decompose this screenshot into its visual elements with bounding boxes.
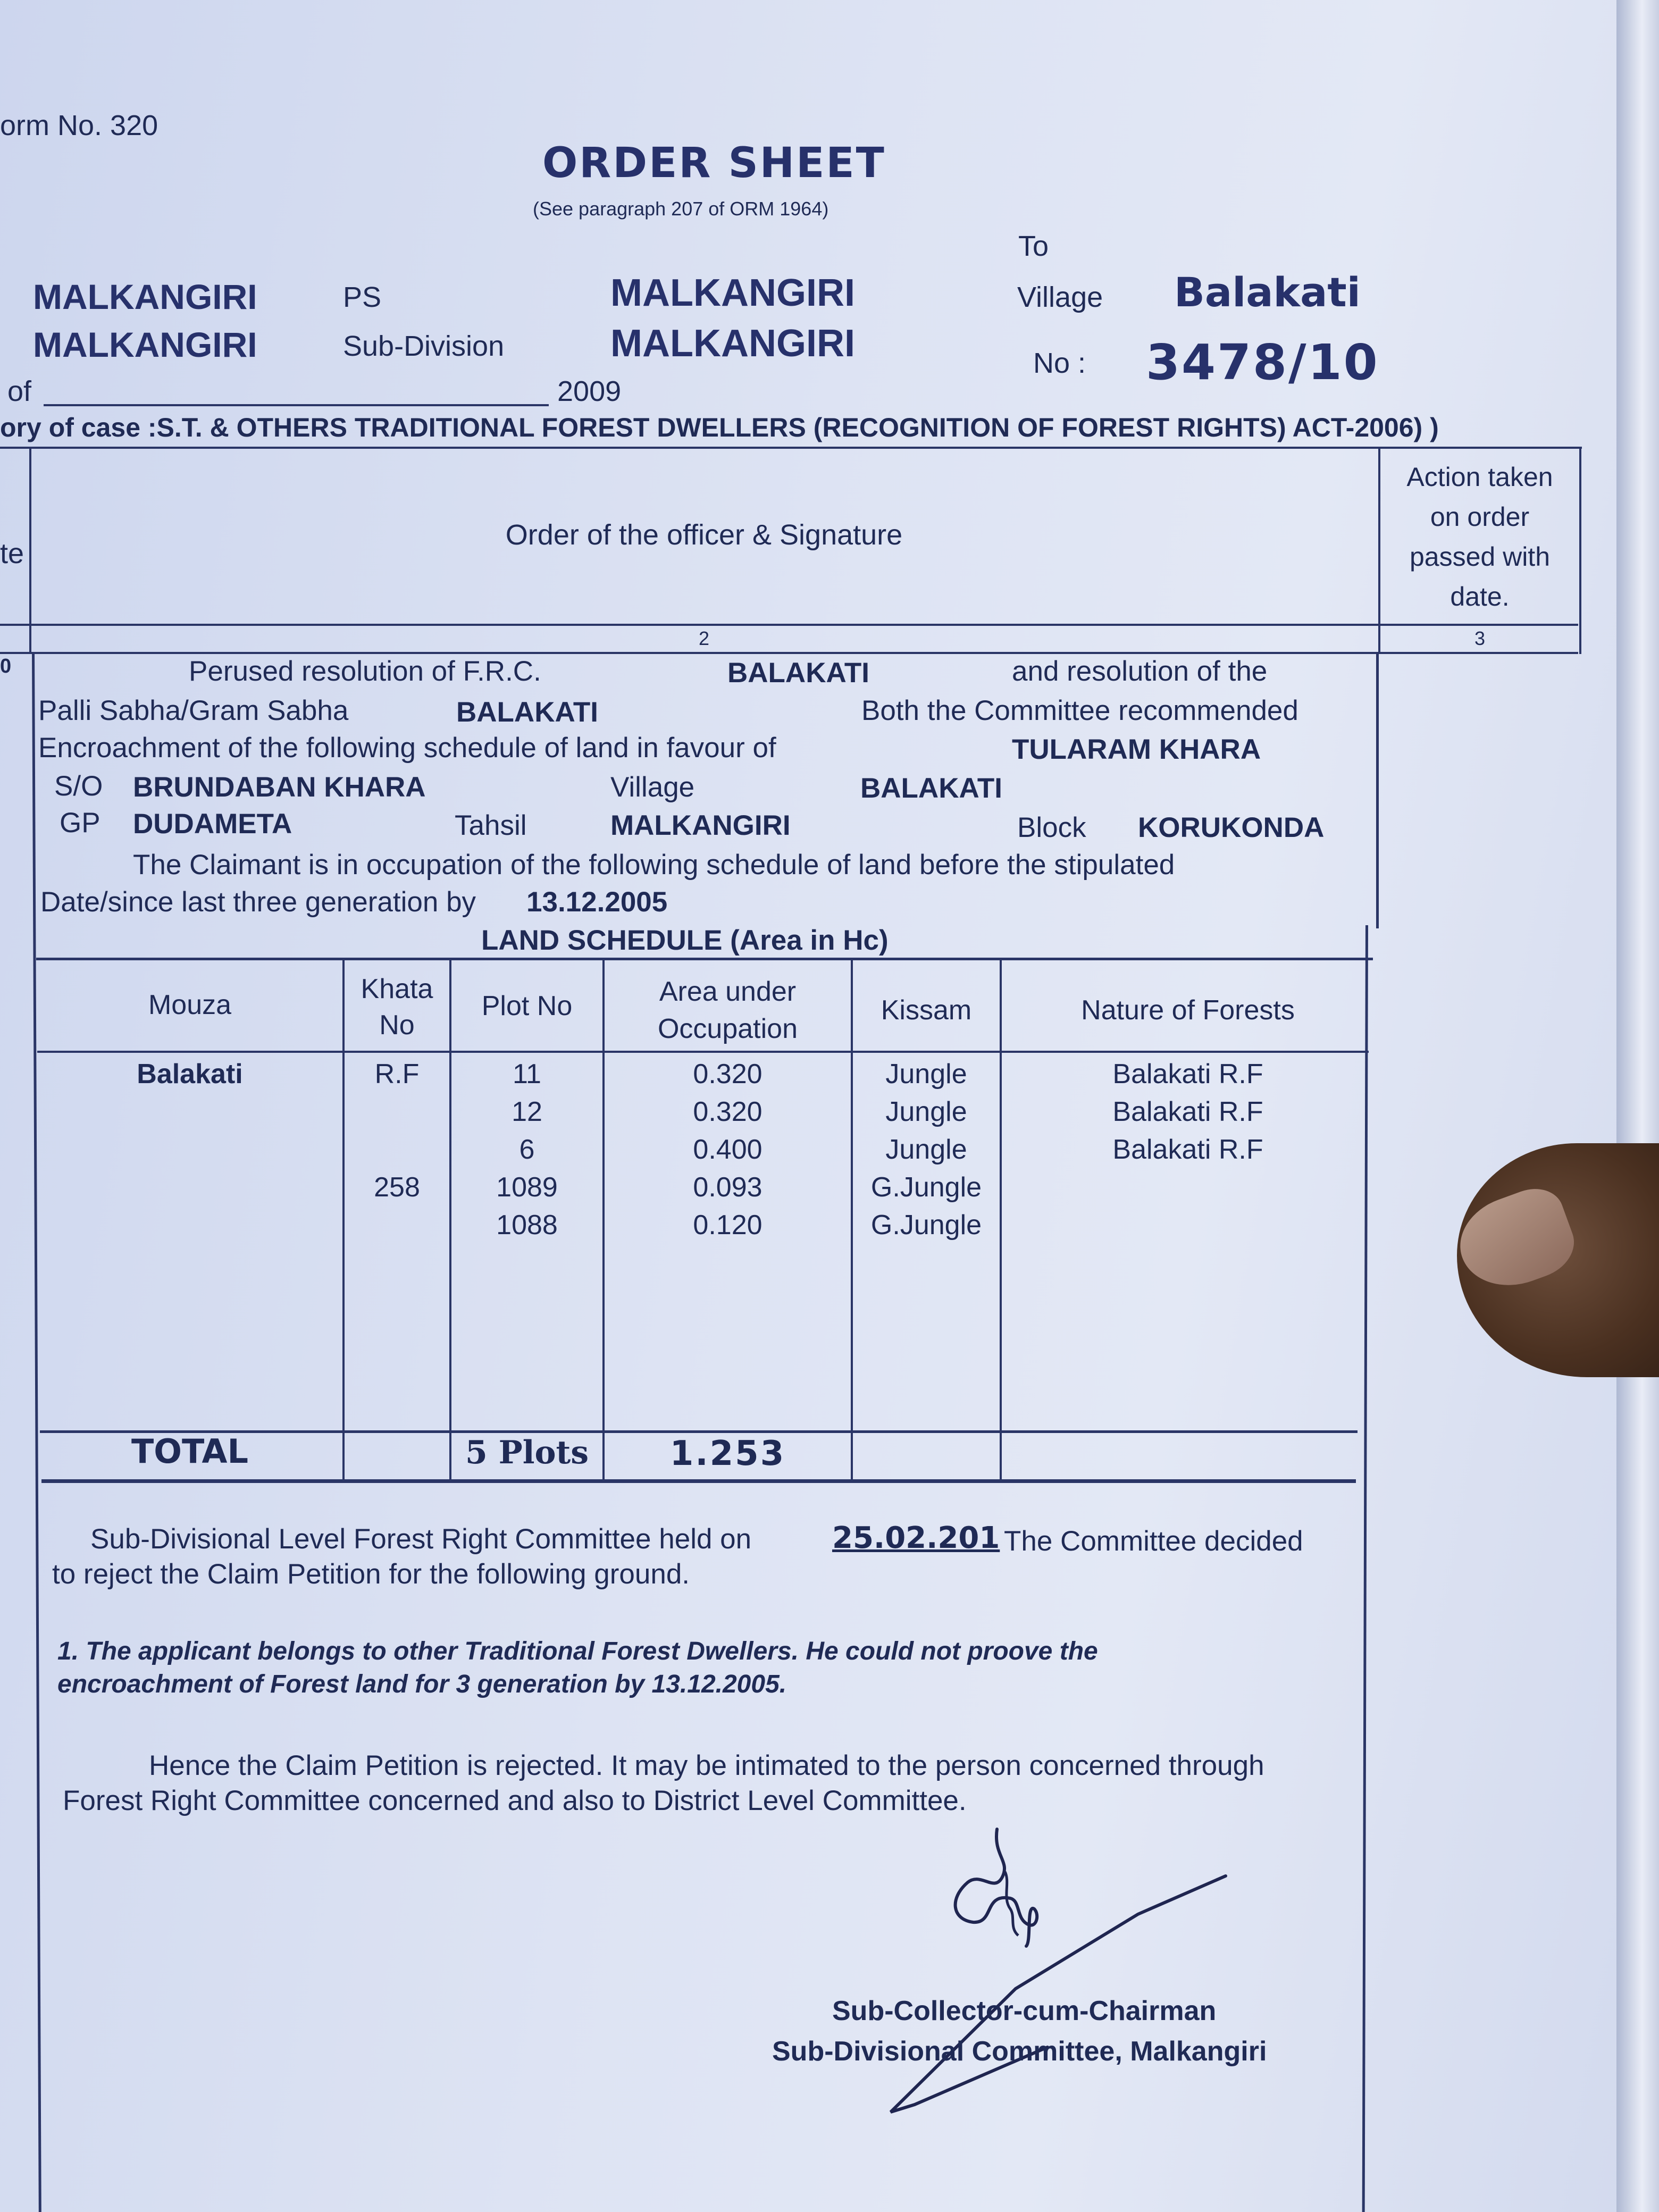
decision-line-1c: to reject the Claim Petition for the following ground. <box>52 1559 690 1590</box>
order-line-1c: and resolution of the <box>1012 656 1268 687</box>
schedule-cell-area: 0.320 <box>693 1059 763 1090</box>
year: 2009 <box>557 375 622 407</box>
order-column-header: Order of the officer & Signature <box>505 519 903 551</box>
schedule-cell-nature: Balakati R.F <box>1112 1096 1263 1127</box>
header-mouza: Mouza <box>148 990 232 1020</box>
block-label: Block <box>1017 812 1086 843</box>
to-label: To <box>1018 230 1049 262</box>
schedule-cell-plot: 12 <box>512 1096 542 1127</box>
signatory-title-1: Sub-Collector-cum-Chairman <box>832 1996 1217 2026</box>
total-area: 1.253 <box>669 1434 786 1473</box>
order-line-1a: Perused resolution of F.R.C. <box>189 656 541 687</box>
gp-label: GP <box>60 807 100 839</box>
column-number-2: 2 <box>698 627 710 649</box>
schedule-cell-area: 0.120 <box>693 1210 763 1241</box>
ps-value: MALKANGIRI <box>610 272 855 314</box>
district-1: MALKANGIRI <box>33 277 257 316</box>
decision-line-2b: Forest Right Committee concerned and also to District Level Committee. <box>63 1785 967 1816</box>
header-nature: Nature of Forests <box>1081 995 1295 1026</box>
decision-line-1a: Sub-Divisional Level Forest Right Committee held on <box>90 1523 752 1555</box>
of-label: of <box>7 375 32 407</box>
block-value: KORUKONDA <box>1138 812 1325 843</box>
no-label: No : <box>1033 347 1086 379</box>
schedule-cell-area: 0.400 <box>693 1134 763 1165</box>
decision-line-1b: The Committee decided <box>1004 1526 1303 1557</box>
order-line-7a: Date/since last three generation by <box>40 886 476 918</box>
column-number-1: 0 <box>0 655 12 677</box>
subdivision-label: Sub-Division <box>343 330 505 362</box>
page-subtitle: (See paragraph 207 of ORM 1964) <box>533 198 829 220</box>
schedule-cell-nature: Balakati R.F <box>1112 1059 1263 1090</box>
schedule-cell-khata: 258 <box>374 1172 420 1203</box>
order-line-2c: Both the Committee recommended <box>861 695 1298 726</box>
schedule-cell-nature: Balakati R.F <box>1112 1134 1263 1165</box>
schedule-cell-mouza: Balakati <box>137 1059 243 1090</box>
schedule-cell-plot: 11 <box>513 1059 541 1090</box>
so-label: S/O <box>54 770 103 802</box>
total-label: TOTAL <box>131 1432 248 1471</box>
village-label: Village <box>1017 281 1103 313</box>
column-number-3: 3 <box>1474 627 1486 649</box>
page-title: ORDER SHEET <box>542 139 886 187</box>
tahsil-label: Tahsil <box>455 810 527 841</box>
header-plot-no: Plot No <box>481 991 573 1021</box>
form-number: orm No. 320 <box>0 110 158 141</box>
schedule-cell-kissam: Jungle <box>885 1134 967 1165</box>
ground-line-2: encroachment of Forest land for 3 generation by 13.12.2005. <box>57 1670 787 1698</box>
subdivision-value: MALKANGIRI <box>610 322 855 365</box>
officer-signature <box>851 1813 1255 2122</box>
village-label-2: Village <box>610 772 695 803</box>
date-column-header: te <box>0 538 24 569</box>
schedule-cell-plot: 1089 <box>496 1172 558 1203</box>
claimant-name: TULARAM KHARA <box>1012 734 1261 765</box>
frc-village: BALAKATI <box>727 657 869 689</box>
decision-line-2a: Hence the Claim Petition is rejected. It may be intimated to the person concerned through <box>149 1750 1264 1781</box>
order-line-6: The Claimant is in occupation of the following schedule of land before the stipulated <box>133 849 1175 881</box>
schedule-cell-area: 0.320 <box>693 1096 763 1127</box>
of-blank-line <box>44 404 549 406</box>
cutoff-date: 13.12.2005 <box>526 886 668 918</box>
action-column-header: Action taken on order passed with date. <box>1406 462 1553 611</box>
district-2: MALKANGIRI <box>33 325 257 364</box>
header-khata: Khata No <box>361 974 433 1041</box>
header-kissam: Kissam <box>881 995 972 1026</box>
gp-value: DUDAMETA <box>133 808 292 840</box>
village-value: Balakati <box>1174 269 1361 316</box>
page-edge <box>1616 0 1659 2212</box>
schedule-cell-khata: R.F <box>374 1059 420 1090</box>
tahsil-value: MALKANGIRI <box>610 810 791 841</box>
land-schedule-title: LAND SCHEDULE (Area in Hc) <box>481 925 889 956</box>
schedule-cell-plot: 1088 <box>496 1210 558 1241</box>
committee-date: 25.02.201 <box>832 1521 1000 1555</box>
schedule-cell-kissam: G.Jungle <box>870 1210 982 1241</box>
schedule-cell-kissam: Jungle <box>885 1096 967 1127</box>
ps-label: PS <box>343 281 382 313</box>
schedule-cell-kissam: G.Jungle <box>870 1172 982 1203</box>
schedule-cell-kissam: Jungle <box>885 1059 967 1090</box>
village-value-2: BALAKATI <box>860 773 1002 804</box>
schedule-cell-plot: 6 <box>519 1134 535 1165</box>
header-area: Area under Occupation <box>657 976 798 1044</box>
order-line-2a: Palli Sabha/Gram Sabha <box>38 695 349 726</box>
case-category: ory of case :S.T. & OTHERS TRADITIONAL FOREST DWELLERS (RECOGNITION OF FOREST RIGHTS) ACT-2006) ) <box>0 413 1439 442</box>
order-line-3a: Encroachment of the following schedule of land in favour of <box>38 732 776 764</box>
ground-line-1: 1. The applicant belongs to other Traditional Forest Dwellers. He could not proove the <box>57 1637 1098 1665</box>
gram-sabha-village: BALAKATI <box>456 697 598 728</box>
signatory-title-2: Sub-Divisional Committee, Malkangiri <box>772 2036 1267 2067</box>
case-number: 3478/10 <box>1146 334 1379 391</box>
schedule-cell-area: 0.093 <box>693 1172 763 1203</box>
so-value: BRUNDABAN KHARA <box>133 772 426 803</box>
total-plots: 5 Plots <box>465 1434 589 1471</box>
